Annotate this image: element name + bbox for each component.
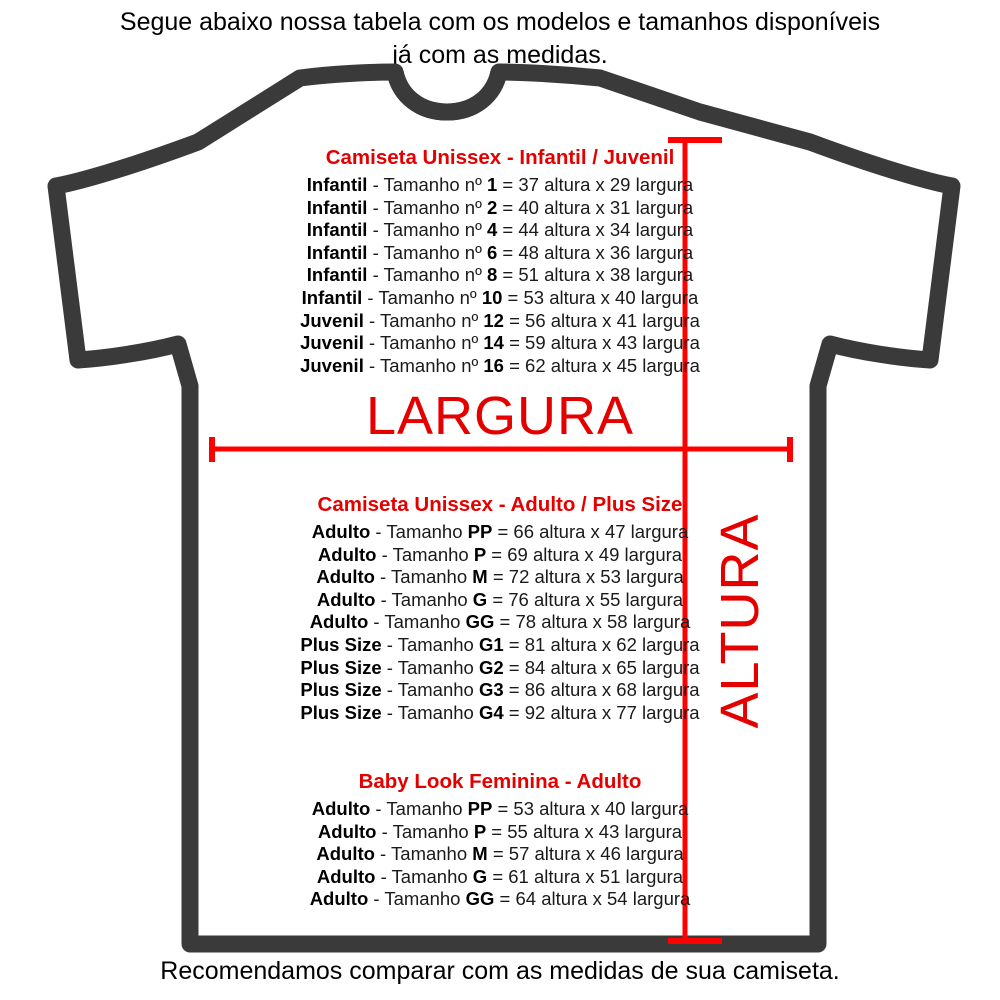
size-row: Adulto - Tamanho M = 72 altura x 53 largura xyxy=(316,566,684,588)
header-line-2: já com as medidas. xyxy=(392,41,608,69)
size-row: Plus Size - Tamanho G2 = 84 altura x 65 largura xyxy=(300,656,700,678)
size-row: Infantil - Tamanho nº 4 = 44 altura x 34 largura xyxy=(306,219,694,241)
size-row: Infantil - Tamanho nº 2 = 40 altura x 31 largura xyxy=(306,196,694,218)
size-row: Adulto - Tamanho G = 76 altura x 55 largura xyxy=(316,588,684,610)
size-row: Juvenil - Tamanho nº 12 = 56 altura x 41 largura xyxy=(300,309,700,331)
size-row: Infantil - Tamanho nº 10 = 53 altura x 40 largura xyxy=(301,286,699,308)
footer-text: Recomendamos comparar com as medidas de sua camiseta. xyxy=(160,957,840,985)
size-block-infantil-juvenil xyxy=(0,146,1000,377)
size-row: Adulto - Tamanho GG = 78 altura x 58 largura xyxy=(309,611,691,633)
size-row: Infantil - Tamanho nº 8 = 51 altura x 38 largura xyxy=(306,264,694,286)
size-row: Adulto - Tamanho P = 69 altura x 49 largura xyxy=(317,543,683,565)
size-row: Adulto - Tamanho P = 55 altura x 43 largura xyxy=(317,820,683,842)
size-row: Plus Size - Tamanho G1 = 81 altura x 62 largura xyxy=(300,633,700,655)
block-title: Camiseta Unissex - Adulto / Plus Size xyxy=(317,493,683,516)
size-block-adulto-plussize xyxy=(0,493,1000,724)
header-line-1: Segue abaixo nossa tabela com os modelos e tamanhos disponíveis xyxy=(119,8,881,36)
size-row: Infantil - Tamanho nº 1 = 37 altura x 29 largura xyxy=(306,174,694,195)
size-block-baby-look-feminina xyxy=(0,770,1000,911)
size-row: Adulto - Tamanho PP = 66 altura x 47 largura xyxy=(311,521,689,542)
altura-label: ALTURA xyxy=(710,513,770,729)
block-title: Baby Look Feminina - Adulto xyxy=(358,770,642,793)
size-row: Adulto - Tamanho PP = 53 altura x 40 largura xyxy=(311,798,689,819)
size-row: Infantil - Tamanho nº 6 = 48 altura x 36 largura xyxy=(306,241,694,263)
size-row: Juvenil - Tamanho nº 14 = 59 altura x 43 largura xyxy=(300,332,700,354)
size-row: Plus Size - Tamanho G4 = 92 altura x 77 largura xyxy=(300,701,700,723)
size-row: Adulto - Tamanho M = 57 altura x 46 largura xyxy=(316,843,684,865)
size-row: Plus Size - Tamanho G3 = 86 altura x 68 largura xyxy=(300,679,700,701)
largura-label: LARGURA xyxy=(365,386,635,446)
block-title: Camiseta Unissex - Infantil / Juvenil xyxy=(325,146,675,169)
size-row: Adulto - Tamanho GG = 64 altura x 54 largura xyxy=(309,888,691,910)
size-row: Juvenil - Tamanho nº 16 = 62 altura x 45 largura xyxy=(300,354,700,376)
size-row: Adulto - Tamanho G = 61 altura x 51 largura xyxy=(316,865,684,887)
